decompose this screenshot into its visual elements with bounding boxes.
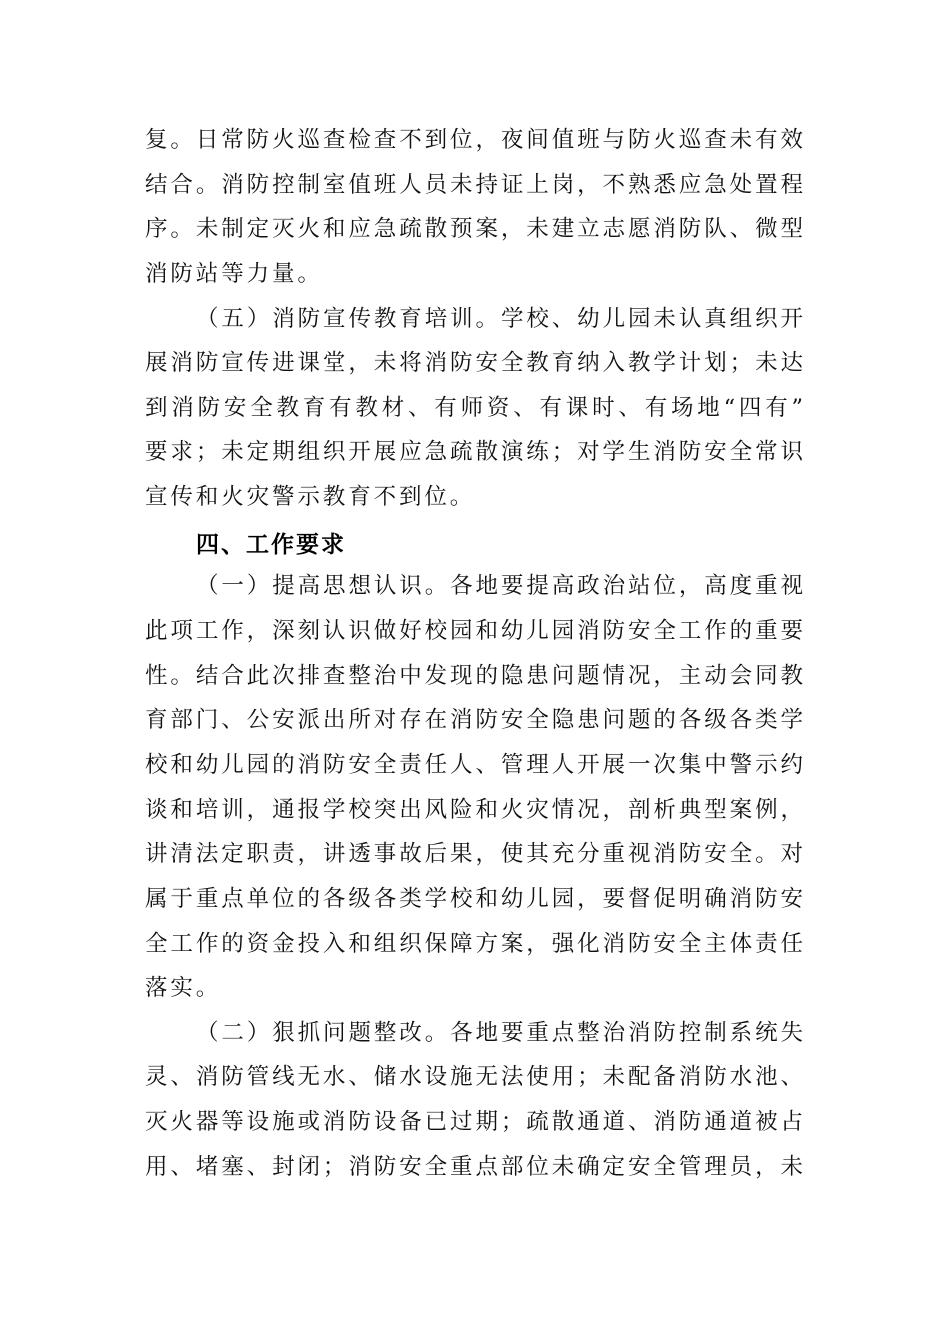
text-line: 此项工作，深刻认识做好校园和幼儿园消防安全工作的重要: [145, 618, 805, 645]
text-line: 谈和培训，通报学校突出风险和火灾情况，剖析典型案例，: [145, 796, 805, 823]
body-text: [145, 118, 805, 1189]
section-heading: 四、工作要求: [196, 531, 346, 558]
text-line: 要求；未定期组织开展应急疏散演练；对学生消防安全常识: [145, 439, 805, 466]
paragraph-item-5: [145, 297, 805, 520]
paragraph-item-2: [145, 1011, 805, 1190]
text-line: 消防站等力量。: [145, 260, 323, 287]
text-line: 性。结合此次排查整治中发现的隐患问题情况，主动会同教: [145, 662, 805, 689]
text-line: 结合。消防控制室值班人员未持证上岗，不熟悉应急处置程: [145, 171, 805, 198]
text-line: 讲清法定职责，讲透事故后果，使其充分重视消防安全。对: [145, 841, 805, 868]
text-line: （一）提高思想认识。各地要提高政治站位，高度重视: [196, 573, 805, 600]
text-line: 灵、消防管线无水、储水设施无法使用；未配备消防水池、: [145, 1064, 805, 1091]
text-line: 灭火器等设施或消防设备已过期；疏散通道、消防通道被占: [145, 1109, 805, 1136]
text-line: （五）消防宣传教育培训。学校、幼儿园未认真组织开: [196, 305, 805, 332]
text-line: 属于重点单位的各级各类学校和幼儿园，要督促明确消防安: [145, 885, 805, 912]
text-line: 到消防安全教育有教材、有师资、有课时、有场地“四有”: [145, 394, 805, 421]
paragraph-item-1: [145, 564, 805, 1010]
text-line: 展消防宣传进课堂，未将消防安全教育纳入教学计划；未达: [145, 350, 805, 377]
text-line: 全工作的资金投入和组织保障方案，强化消防安全主体责任: [145, 930, 805, 957]
paragraph-continuation: [145, 118, 805, 297]
text-line: 用、堵塞、封闭；消防安全重点部位未确定安全管理员，未: [145, 1153, 805, 1180]
text-line: （二）狠抓问题整改。各地要重点整治消防控制系统失: [196, 1019, 805, 1046]
text-line: 宣传和火灾警示教育不到位。: [145, 484, 476, 511]
text-line: 育部门、公安派出所对存在消防安全隐患问题的各级各类学: [145, 707, 805, 734]
text-line: 校和幼儿园的消防安全责任人、管理人开展一次集中警示约: [145, 751, 805, 778]
text-line: 复。日常防火巡查检查不到位，夜间值班与防火巡查未有效: [145, 127, 805, 153]
text-line: 序。未制定灭火和应急疏散预案，未建立志愿消防队、微型: [145, 216, 805, 243]
text-line: 落实。: [145, 975, 222, 1002]
